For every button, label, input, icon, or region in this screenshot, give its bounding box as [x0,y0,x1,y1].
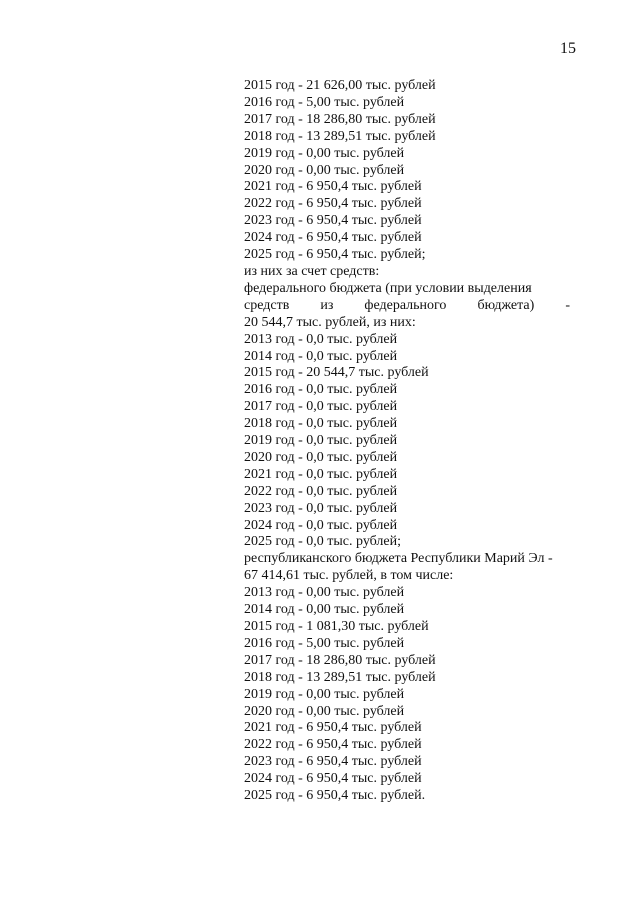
text-line: 2013 год - 0,0 тыс. рублей [244,331,398,347]
text-line: 2016 год - 5,00 тыс. рублей [244,94,405,110]
text-line-justified: средств из федерального бюджета) - [244,297,570,313]
document-body [244,78,570,805]
text-line: 2023 год - 0,0 тыс. рублей [244,500,398,516]
text-line: 2017 год - 18 286,80 тыс. рублей [244,111,436,127]
text-line: 2015 год - 21 626,00 тыс. рублей [244,78,436,93]
text-line: 2021 год - 6 950,4 тыс. рублей [244,720,422,736]
text-line: 2021 год - 6 950,4 тыс. рублей [244,179,422,195]
text-line: 67 414,61 тыс. рублей, в том числе: [244,568,454,584]
text-line: республиканского бюджета Республики Марий Эл - [244,551,553,567]
text-line: 2023 год - 6 950,4 тыс. рублей [244,213,422,229]
text-line: 2022 год - 0,0 тыс. рублей [244,483,398,499]
text-line: 2021 год - 0,0 тыс. рублей [244,466,398,482]
text-line: 2014 год - 0,0 тыс. рублей [244,348,398,364]
text-line: федерального бюджета (при условии выделения [244,280,532,296]
text-line: 2015 год - 1 081,30 тыс. рублей [244,619,429,634]
text-line: 20 544,7 тыс. рублей, из них: [244,314,416,330]
text-line: 2024 год - 6 950,4 тыс. рублей [244,230,422,246]
text-line: 2023 год - 6 950,4 тыс. рублей [244,754,422,770]
text-line: 2016 год - 0,0 тыс. рублей [244,382,398,398]
text-line: 2020 год - 0,0 тыс. рублей [244,449,398,465]
text-line: 2019 год - 0,00 тыс. рублей [244,145,405,161]
text-line: 2019 год - 0,00 тыс. рублей [244,686,405,702]
text-line: 2018 год - 13 289,51 тыс. рублей [244,669,436,685]
text-line: 2016 год - 5,00 тыс. рублей [244,635,405,651]
text-line: 2022 год - 6 950,4 тыс. рублей [244,196,422,212]
text-line: 2020 год - 0,00 тыс. рублей [244,162,405,178]
text-line: 2019 год - 0,0 тыс. рублей [244,433,398,449]
text-line: 2017 год - 18 286,80 тыс. рублей [244,652,436,668]
text-line: 2025 год - 0,0 тыс. рублей; [244,534,402,550]
text-line: 2024 год - 0,0 тыс. рублей [244,517,398,533]
text-line: 2017 год - 0,0 тыс. рублей [244,399,398,415]
text-line: 2025 год - 6 950,4 тыс. рублей. [244,788,426,804]
text-line: 2015 год - 20 544,7 тыс. рублей [244,365,429,381]
page-number: 15 [560,40,576,57]
text-line: 2018 год - 13 289,51 тыс. рублей [244,128,436,144]
text-line: 2024 год - 6 950,4 тыс. рублей [244,771,422,787]
text-line: 2013 год - 0,00 тыс. рублей [244,585,405,601]
text-line: 2022 год - 6 950,4 тыс. рублей [244,737,422,753]
text-line: 2014 год - 0,00 тыс. рублей [244,602,405,618]
text-line: 2018 год - 0,0 тыс. рублей [244,416,398,432]
text-line: 2025 год - 6 950,4 тыс. рублей; [244,247,426,263]
text-line: 2020 год - 0,00 тыс. рублей [244,703,405,719]
text-line: из них за счет средств: [244,263,380,279]
